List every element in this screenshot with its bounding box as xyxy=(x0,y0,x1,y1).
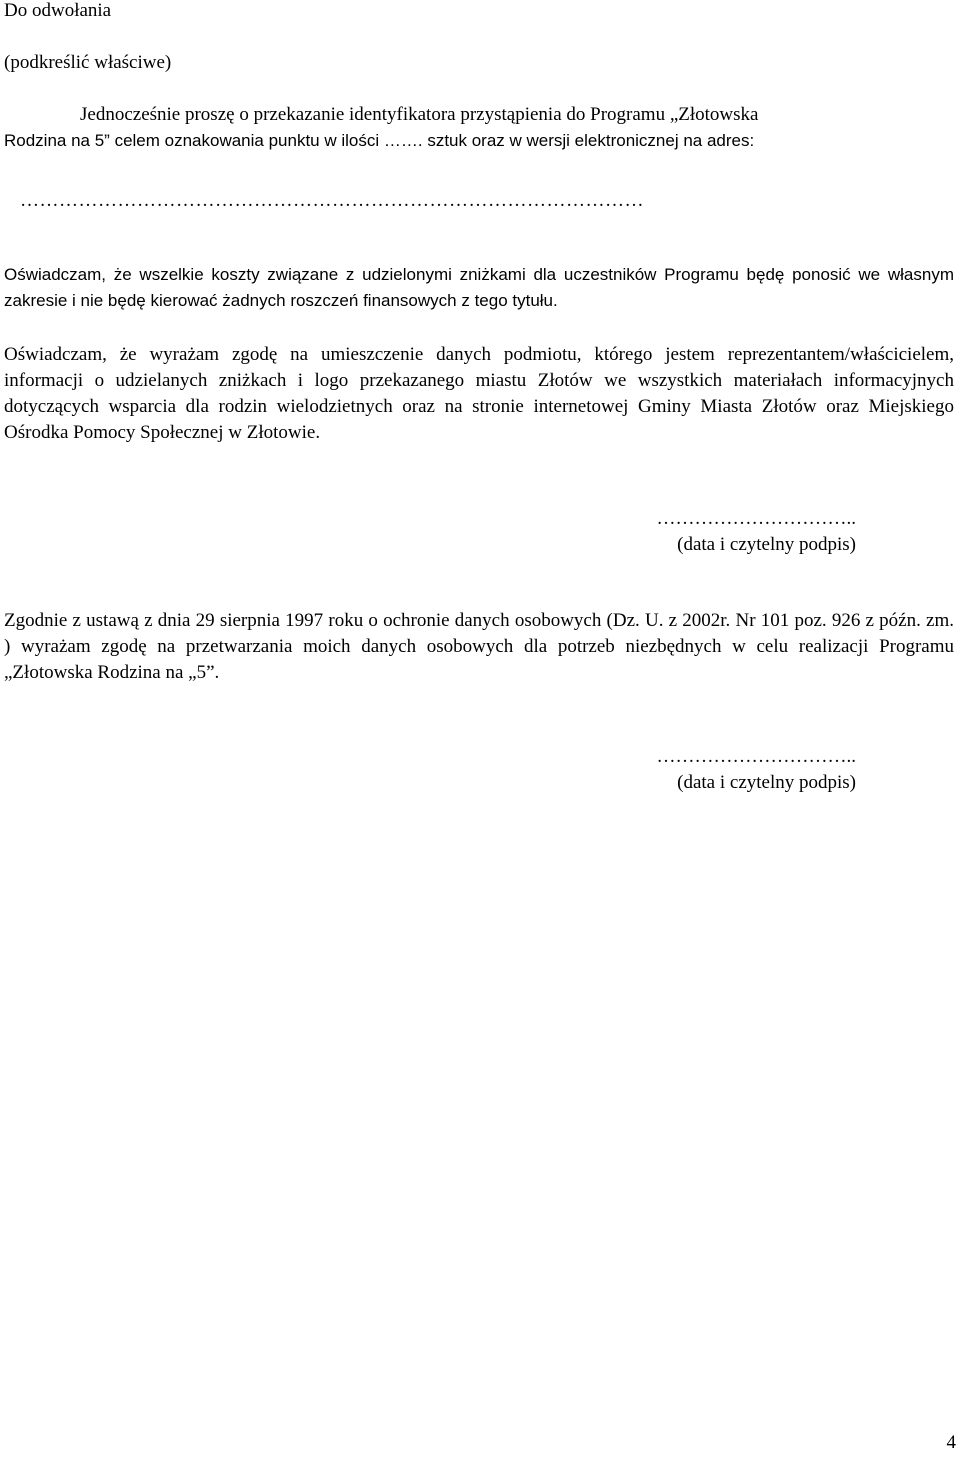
page-number: 4 xyxy=(946,1432,956,1453)
underline-note: (podkreślić właściwe) xyxy=(4,52,172,73)
signature-dots-2: ………………………….. xyxy=(656,746,856,767)
request-paragraph-line1: Jednocześnie proszę o przekazanie identyfikatora przystąpienia do Programu „Złotowska xyxy=(80,104,759,125)
costs-statement: Oświadczam, że wszelkie koszty związane z udzielonymi zniżkami dla uczestników Programu będę ponosić we własnym zakresie i nie będę kierować żadnych roszczeń finansowych z tego tytułu. xyxy=(4,265,954,310)
consent-statement: Oświadczam, że wyrażam zgodę na umieszczenie danych podmiotu, którego jestem reprezentantem/właścicielem, informacji o udzielanych zniżkach i logo przekazanego miastu Złotów we wszystkich materiałach informacyjnych dotyczących wsparcia dla rodzin wielodzietnych oraz na stronie internetowej Gminy Miasta Złotów oraz Miejskiego Ośrodka Pomocy Społecznej w Złotowie. xyxy=(4,344,954,443)
gdpr-statement: Zgodnie z ustawą z dnia 29 sierpnia 1997 roku o ochronie danych osobowych (Dz. U. z 2002r. Nr 101 poz. 926 z późn. zm. ) wyrażam zgodę na przetwarzania moich danych osobowych dla potrzeb niezbędnych w celu realizacji Programu „Złotowska Rodzina na „5”. xyxy=(4,610,954,683)
signature-caption-2: (data i czytelny podpis) xyxy=(677,772,856,793)
address-dots-field: …………………………………………………………………………………… xyxy=(20,190,644,211)
revocation-text: Do odwołania xyxy=(4,0,112,21)
signature-block-2 xyxy=(657,744,857,796)
signature-dots-1: ………………………….. xyxy=(656,508,856,529)
signature-caption-1: (data i czytelny podpis) xyxy=(677,534,856,555)
signature-block-1 xyxy=(657,506,857,558)
request-paragraph-line2: Rodzina na 5” celem oznakowania punktu w ilości ……. sztuk oraz w wersji elektronicznej na adres: xyxy=(4,131,755,150)
